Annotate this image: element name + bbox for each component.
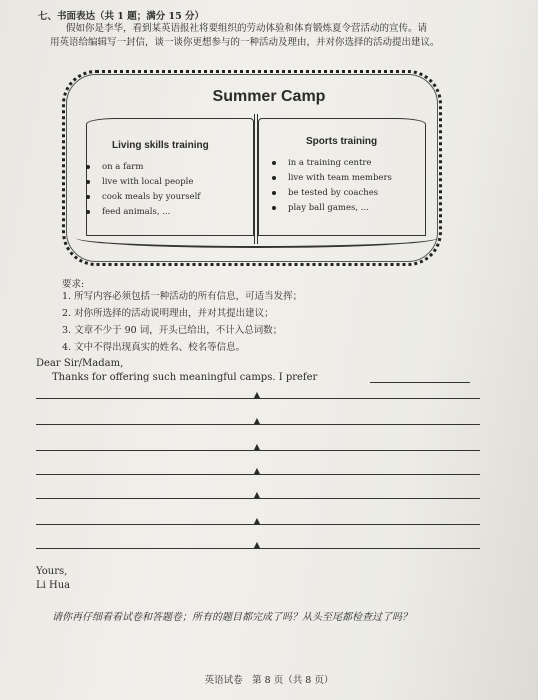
answer-line[interactable] — [370, 382, 470, 383]
list-item: play ball games, ... — [272, 201, 392, 216]
book-spine — [254, 114, 258, 244]
list-item: in a training centre — [272, 156, 392, 171]
letter-signature: Li Hua — [36, 580, 71, 591]
question-title: 七、书面表达（共 1 题；满分 15 分） — [38, 11, 205, 22]
letter-opening: Thanks for offering such meaningful camps. I prefer — [52, 372, 318, 383]
bullet-icon — [86, 210, 90, 214]
triangle-marker-icon: ▲ — [253, 442, 261, 451]
letter-salutation: Dear Sir/Madam, — [36, 358, 124, 369]
triangle-marker-icon: ▲ — [253, 516, 261, 525]
requirement-item: 2. 对你所选择的活动说明理由，并对其提出建议； — [62, 308, 274, 319]
bullet-icon — [272, 191, 276, 195]
list-item: feed animals, ... — [86, 205, 200, 220]
requirements-list — [62, 288, 302, 356]
bullet-icon — [272, 206, 276, 210]
sports-training-heading: Sports training — [306, 136, 378, 147]
requirements-heading: 要求: — [62, 279, 85, 290]
triangle-marker-icon: ▲ — [253, 416, 261, 425]
bullet-icon — [272, 176, 276, 180]
bullet-icon — [272, 161, 276, 165]
triangle-marker-icon: ▲ — [253, 390, 261, 399]
requirement-item: 1. 所写内容必须包括一种活动的所有信息，可适当发挥； — [62, 291, 303, 302]
triangle-marker-icon: ▲ — [253, 540, 261, 549]
question-intro-line2: 用英语给编辑写一封信，谈一谈你更想参与的一种活动及理由，并对你选择的活动提出建议。 — [50, 37, 440, 48]
list-item: live with local people — [86, 175, 200, 190]
bullet-icon — [86, 180, 90, 184]
bullet-icon — [86, 195, 90, 199]
check-reminder: 请你再仔细看看试卷和答题卷；所有的题目都完成了吗？从头至尾都检查过了吗？ — [52, 612, 412, 623]
question-intro-line1: 假如你是李华，看到某英语报社将要组织的劳动体验和体育锻炼夏令营活动的宣传。请 — [66, 23, 428, 34]
list-item: on a farm — [86, 160, 200, 175]
bullet-icon — [86, 165, 90, 169]
list-item: be tested by coaches — [272, 186, 392, 201]
letter-closing: Yours, — [36, 566, 68, 577]
sports-training-list — [272, 156, 392, 216]
page-footer: 英语试卷 第 8 页（共 8 页） — [204, 675, 334, 686]
requirement-item: 4. 文中不得出现真实的姓名、校名等信息。 — [62, 342, 246, 353]
summer-camp-title: Summer Camp — [212, 88, 326, 105]
list-item: cook meals by yourself — [86, 190, 200, 205]
triangle-marker-icon: ▲ — [253, 490, 261, 499]
living-skills-heading: Living skills training — [112, 140, 209, 151]
triangle-marker-icon: ▲ — [253, 466, 261, 475]
list-item: live with team members — [272, 171, 392, 186]
requirement-item: 3. 文章不少于 90 词，开头已给出，不计入总词数； — [62, 325, 283, 336]
living-skills-list — [86, 160, 200, 220]
